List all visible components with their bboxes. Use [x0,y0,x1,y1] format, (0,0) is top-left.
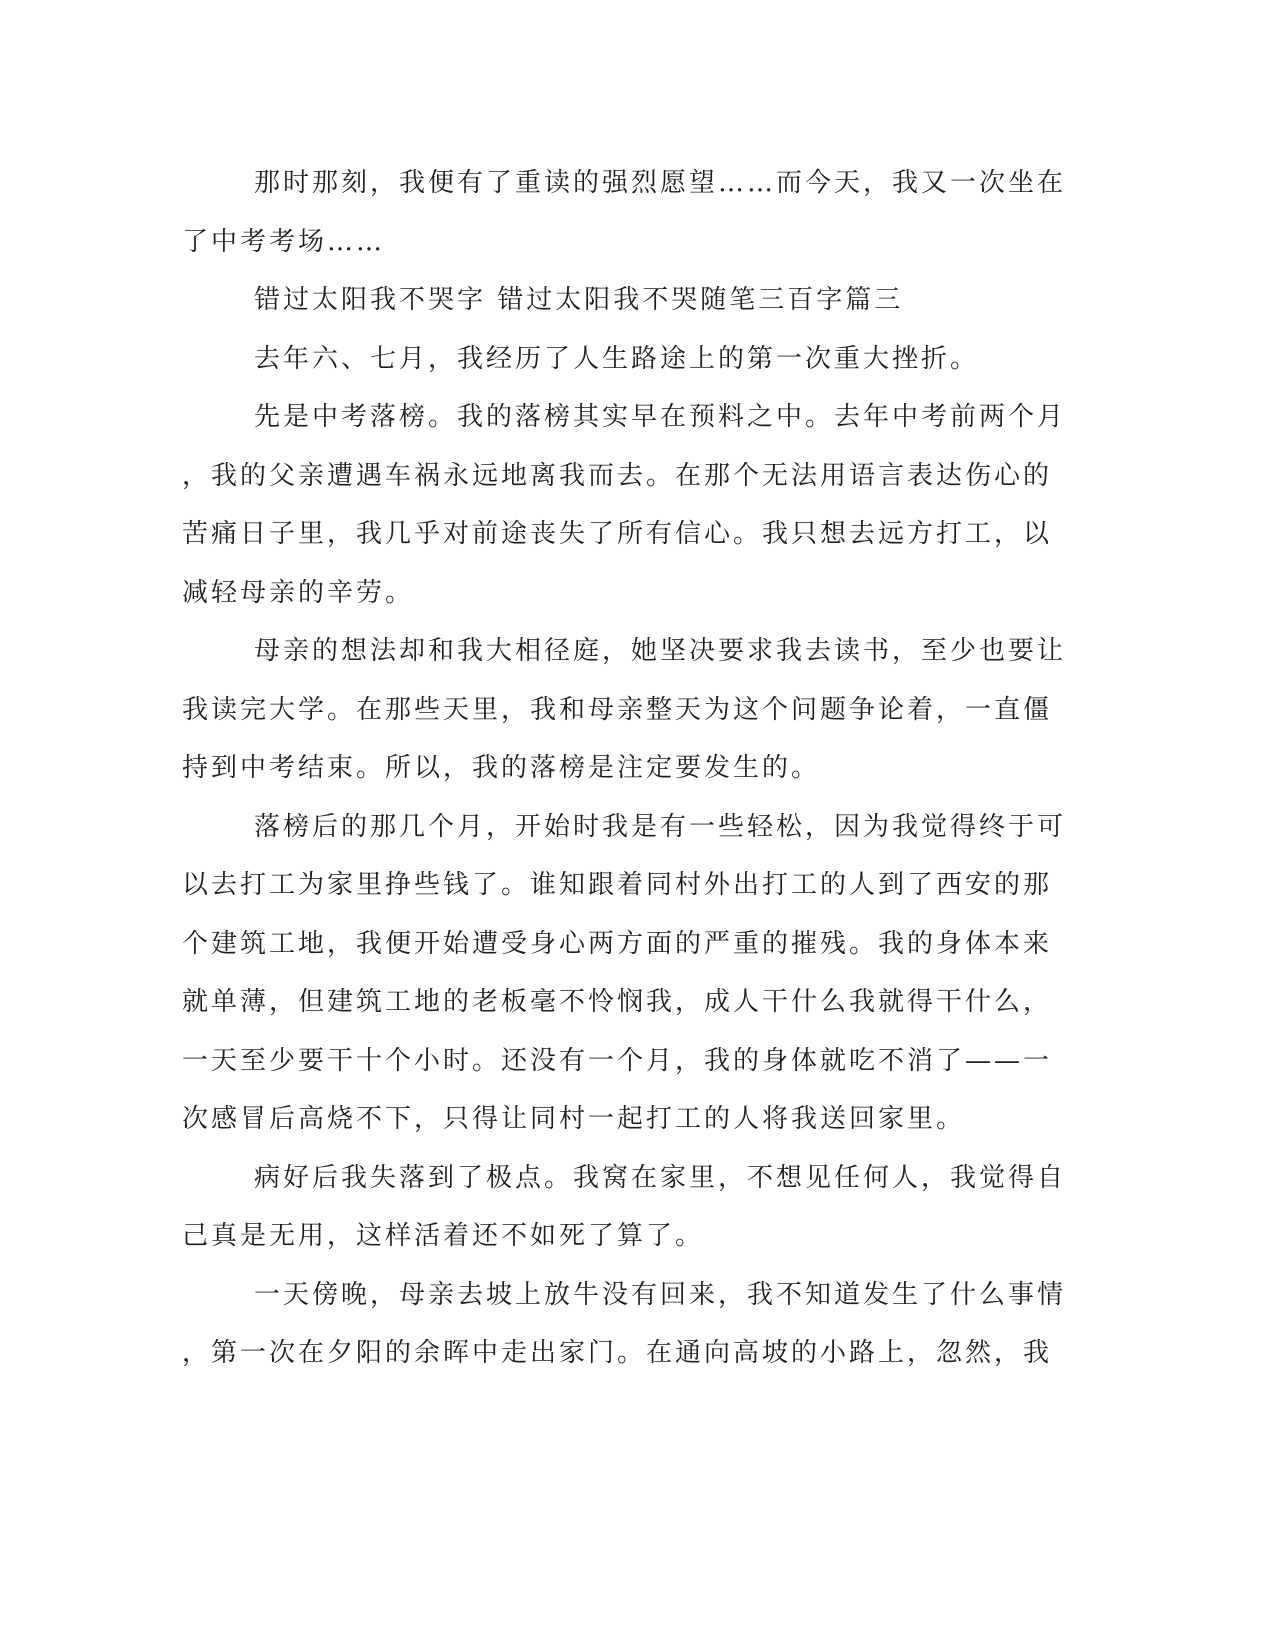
text-line: 病好后我失落到了极点。我窝在家里，不想见任何人，我觉得自 [254,1162,1067,1193]
text-line: 落榜后的那几个月，开始时我是有一些轻松，因为我觉得终于可 [254,811,1067,842]
text-line: 一天至少要干十个小时。还没有一个月，我的身体就吃不消了——一 [182,1045,1053,1076]
paragraph [182,388,1067,622]
text-line: 那时那刻，我便有了重读的强烈愿望……而今天，我又一次坐在 [254,168,1067,198]
text-line: 了中考考场…… [182,226,386,257]
text-line: ，我的父亲遭遇车祸永远地离我而去。在那个无法用语言表达伤心的 [182,460,1053,491]
paragraph [182,798,1067,1149]
text-line: 错过太阳我不哭字 错过太阳我不哭随笔三百字篇三 [254,285,904,315]
paragraph [182,1149,1067,1266]
text-line: 就单薄，但建筑工地的老板毫不怜悯我，成人干什么我就得干什么， [182,987,1053,1017]
document-body [182,154,1067,1383]
text-line: 去年六、七月，我经历了人生路途上的第一次重大挫折。 [254,343,980,374]
paragraph [182,1266,1067,1383]
text-line: 我读完大学。在那些天里，我和母亲整天为这个问题争论着，一直僵 [182,694,1053,725]
text-line: 个建筑工地，我便开始遭受身心两方面的严重的摧残。我的身体本来 [182,928,1053,959]
section-heading [182,271,1042,330]
text-line: 苦痛日子里，我几乎对前途丧失了所有信心。我只想去远方打工，以 [182,519,1053,549]
text-line: 一天傍晚，母亲去坡上放牛没有回来，我不知道发生了什么事情 [254,1279,1067,1310]
text-line: 次感冒后高烧不下，只得让同村一起打工的人将我送回家里。 [182,1104,966,1134]
text-line: 母亲的想法却和我大相径庭，她坚决要求我去读书，至少也要让 [254,636,1067,666]
text-line: 持到中考结束。所以，我的落榜是注定要发生的。 [182,753,821,783]
text-line: 以去打工为家里挣些钱了。谁知跟着同村外出打工的人到了西安的那 [182,870,1053,900]
text-line: ，第一次在夕阳的余晖中走出家门。在通向高坡的小路上，忽然，我 [182,1338,1053,1368]
text-line: 己真是无用，这样活着还不如死了算了。 [182,1221,705,1251]
paragraph [182,154,1067,271]
paragraph [182,622,1067,798]
text-line: 减轻母亲的辛劳。 [182,577,415,608]
paragraph [182,330,1042,389]
text-line: 先是中考落榜。我的落榜其实早在预料之中。去年中考前两个月 [254,402,1067,432]
